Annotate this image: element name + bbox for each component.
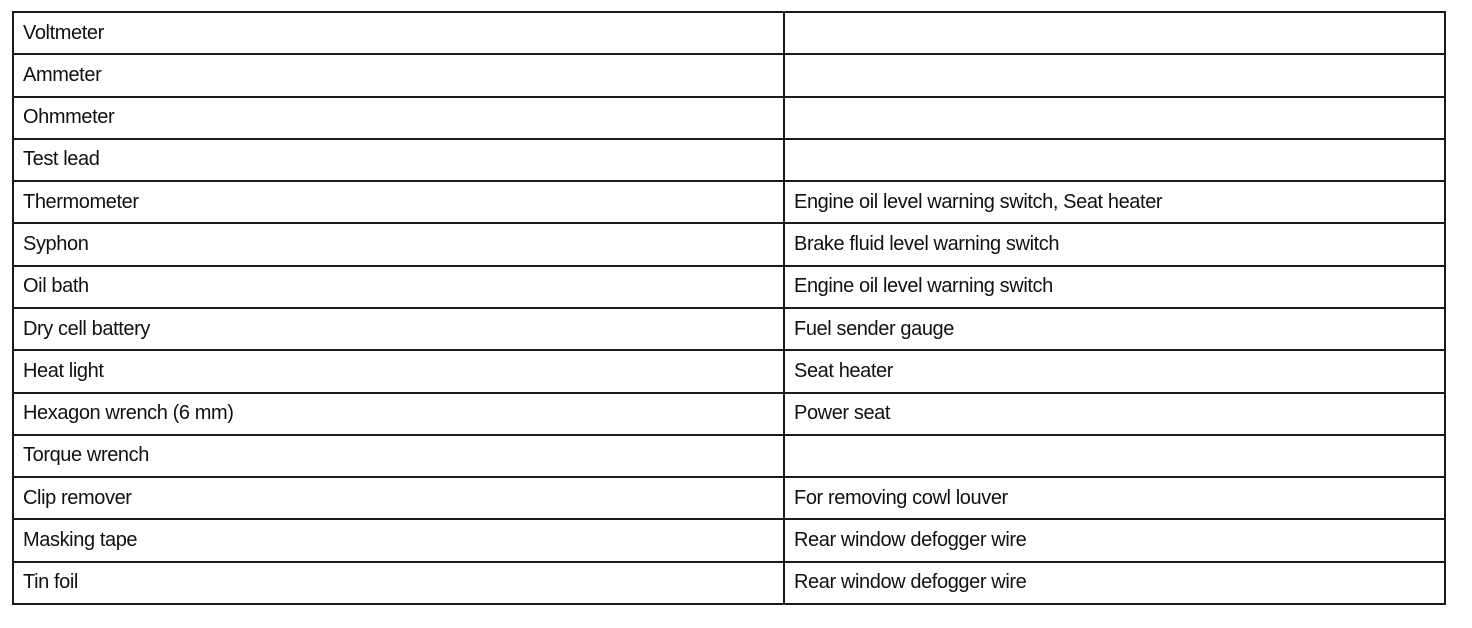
tool-use-cell [784, 435, 1445, 477]
tool-name-cell: Heat light [13, 350, 784, 392]
tool-use-cell [784, 12, 1445, 54]
tool-use-cell [784, 139, 1445, 181]
tool-use-cell: Engine oil level warning switch [784, 266, 1445, 308]
table-row [13, 308, 1445, 350]
tool-use-cell: Engine oil level warning switch, Seat heater [784, 181, 1445, 223]
tool-use-cell: Power seat [784, 393, 1445, 435]
tool-name-cell: Clip remover [13, 477, 784, 519]
tool-name-cell: Dry cell battery [13, 308, 784, 350]
table-row [13, 519, 1445, 561]
tool-use-cell: Seat heater [784, 350, 1445, 392]
tool-name-cell: Masking tape [13, 519, 784, 561]
tool-name-cell: Oil bath [13, 266, 784, 308]
table-row [13, 54, 1445, 96]
tool-name-cell: Thermometer [13, 181, 784, 223]
table-row [13, 435, 1445, 477]
table-row [13, 393, 1445, 435]
tool-use-cell [784, 97, 1445, 139]
table-row [13, 350, 1445, 392]
tool-use-cell [784, 54, 1445, 96]
table-row [13, 477, 1445, 519]
tool-use-cell: Fuel sender gauge [784, 308, 1445, 350]
tool-use-cell: Rear window defogger wire [784, 562, 1445, 604]
tool-name-cell: Voltmeter [13, 12, 784, 54]
table-row [13, 97, 1445, 139]
table-row [13, 12, 1445, 54]
table-row [13, 139, 1445, 181]
tool-name-cell: Tin foil [13, 562, 784, 604]
table-row [13, 562, 1445, 604]
table-row [13, 223, 1445, 265]
table-row [13, 181, 1445, 223]
tool-name-cell: Hexagon wrench (6 mm) [13, 393, 784, 435]
tool-name-cell: Ammeter [13, 54, 784, 96]
tool-name-cell: Torque wrench [13, 435, 784, 477]
tool-use-cell: Rear window defogger wire [784, 519, 1445, 561]
tools-table [12, 11, 1446, 605]
table-row [13, 266, 1445, 308]
tool-name-cell: Syphon [13, 223, 784, 265]
tool-name-cell: Test lead [13, 139, 784, 181]
tool-use-cell: Brake fluid level warning switch [784, 223, 1445, 265]
tool-use-cell: For removing cowl louver [784, 477, 1445, 519]
tool-name-cell: Ohmmeter [13, 97, 784, 139]
